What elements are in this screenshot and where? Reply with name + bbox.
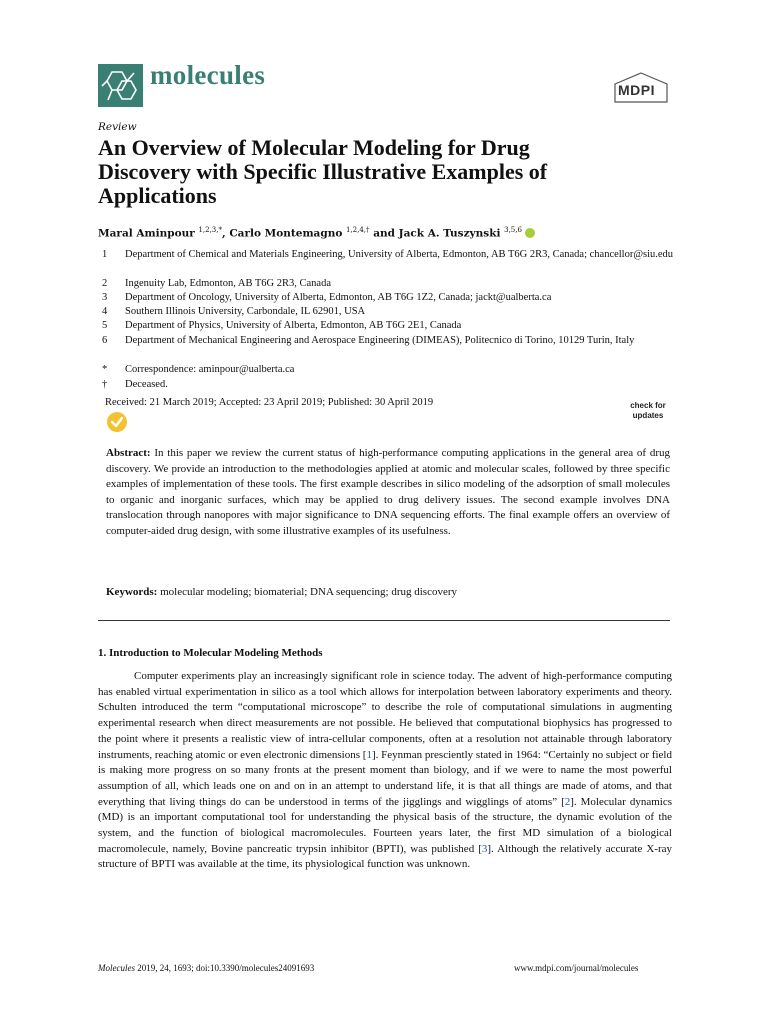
affiliation-text: Southern Illinois University, Carbondale, IL 62901, USA <box>125 306 366 317</box>
orcid-icon[interactable] <box>525 228 535 238</box>
affiliation-key: 1 <box>102 249 108 260</box>
keywords <box>106 586 670 598</box>
author-affiliation-marks: 3,5,6 <box>504 226 522 234</box>
body-text: ]. Although the relatively accurate X-ray structure of BPTI was available at the time, its physiological function was unknown. <box>98 842 672 871</box>
author-separator: and <box>369 227 399 240</box>
affiliation-text: Department of Mechanical Engineering and Aerospace Engineering (DIMEAS), Politecnico di Torino, 10129 Turin, Italy <box>125 335 635 346</box>
affiliation-text: Deceased. <box>125 379 168 390</box>
body-text: ]. Molecular dynamics (MD) is an important computational tool for understanding the physical basis of the structure, the dynamic evolution of the system, and the function of biological macromolecules. Fourteen years later, the first MD simulation of a biological macromolecule, namely, Bovine pancreatic trypsin inhibitor (BPTI), was published [ <box>98 795 672 855</box>
check-updates-badge[interactable] <box>624 401 672 421</box>
body-text: ]. Feynman presciently stated in 1964: “Certainly no subject or field is making more progress on so many fronts at the present moment than biology, and if we were to name the most powerful assumption of all, which leads one on and on in an attempt to understand life, it is that all things are made of atoms, and that everything that living things do can be understood in terms of the jigglings and wigglings of atoms” [ <box>98 748 672 808</box>
author-name[interactable]: Carlo Montemagno <box>229 227 343 240</box>
footer-url[interactable]: www.mdpi.com/journal/molecules <box>514 963 639 973</box>
abstract-label: Abstract: <box>106 447 151 459</box>
affiliation-key: † <box>102 379 108 390</box>
abstract <box>106 446 670 539</box>
author-name[interactable]: Jack A. Tuszynski <box>398 227 501 240</box>
footer-citation <box>98 963 314 973</box>
affiliation-key: 6 <box>102 335 108 346</box>
author-name[interactable]: Maral Aminpour <box>98 227 195 240</box>
citation-link[interactable]: 2 <box>564 795 571 808</box>
section-body <box>98 669 672 873</box>
body-text: Computer experiments play an increasingly significant role in science today. The advent of high-performance computing has enabled virtual experimentation in silico as a tool which allows for interpolation between laboratory experiments and theory. Schulten introduced the term “computational microscope” to describe the role of computational simulations in augmenting experimental research when direct measurements are not possible. He believed that computational biophysics has progressed to the point where it presents a realistic view of intra-cellular components, often at a resolution not attainable through laboratory instruments, reaching atomic or even electronic dimensions [ <box>98 670 672 761</box>
article-title: An Overview of Molecular Modeling for Drug Discovery with Specific Illustrative Examples of Applications <box>98 135 548 208</box>
check-updates-line1: check for <box>630 401 666 410</box>
article-type: Review <box>98 121 137 133</box>
abstract-text: In this paper we review the current status of high-performance computing applications in the general area of drug discovery. We provide an introduction to the methodologies applied at atomic and molecular scales, followed by three specific examples of implementation of these tools. The first example describes in silico modeling of the adsorption of small molecules to organic and inorganic surfaces, which may be applied to drug delivery issues. The second example involves DNA translocation through nanopores with major significance to DNA sequencing efforts. The final example offers an overview of computer-aided drug design, with some illustrative examples of its usefulness. <box>106 447 670 537</box>
author-list <box>98 226 535 240</box>
footer-doi[interactable]: 2019, 24, 1693; doi:10.3390/molecules24091693 <box>134 963 315 973</box>
keywords-label: Keywords: <box>106 586 158 598</box>
molecule-logo-icon <box>98 64 143 107</box>
author-affiliation-marks: 1,2,4,† <box>346 226 370 234</box>
affiliation-key: 2 <box>102 278 108 289</box>
keywords-text: molecular modeling; biomaterial; DNA sequencing; drug discovery <box>160 586 458 598</box>
divider <box>98 620 670 621</box>
citation-link[interactable]: 1 <box>366 748 372 761</box>
author-separator: , <box>222 227 230 240</box>
check-updates-icon[interactable] <box>106 411 128 433</box>
affiliation-text: Department of Chemical and Materials Engineering, University of Alberta, Edmonton, AB T6G 2R3, Canada; chancellor@siu.edu <box>125 249 674 260</box>
affiliation-key: 4 <box>102 306 108 317</box>
footer-journal: Molecules <box>98 963 135 973</box>
affiliation-key: 3 <box>102 292 108 303</box>
affiliation-text: Correspondence: aminpour@ualberta.ca <box>125 364 295 375</box>
affiliation-item <box>98 248 678 277</box>
journal-name: molecules <box>150 60 266 90</box>
affiliation-text: Department of Physics, University of Alberta, Edmonton, AB T6G 2E1, Canada <box>125 320 462 331</box>
affiliation-key: * <box>102 364 108 375</box>
citation-link[interactable]: 3 <box>481 842 488 855</box>
check-updates-line2: updates <box>632 411 664 420</box>
affiliation-text: Ingenuity Lab, Edmonton, AB T6G 2R3, Canada <box>125 278 331 289</box>
affiliation-key: 5 <box>102 320 108 331</box>
publisher-name: MDPI <box>618 82 655 98</box>
publication-dates: Received: 21 March 2019; Accepted: 23 April 2019; Published: 30 April 2019 <box>105 397 434 408</box>
author-affiliation-marks: 1,2,3,* <box>198 226 222 234</box>
affiliation-text: Department of Oncology, University of Alberta, Edmonton, AB T6G 1Z2, Canada; jackt@ualberta.ca <box>125 292 552 303</box>
section-heading: 1. Introduction to Molecular Modeling Methods <box>98 647 323 659</box>
